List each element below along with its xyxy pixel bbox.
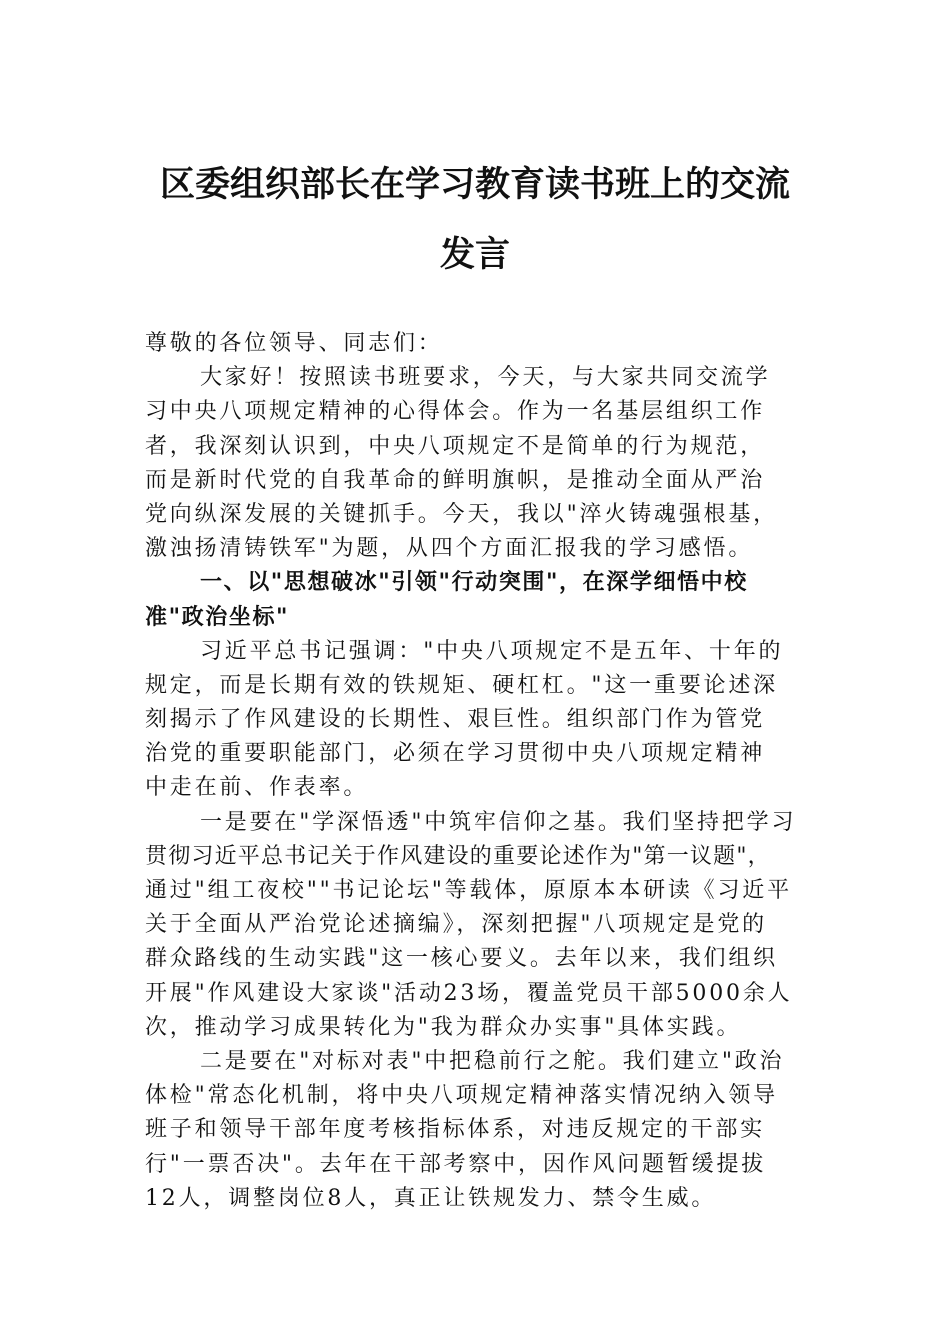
section-heading-line: 准"政治坐标"	[145, 604, 290, 630]
paragraph-line: 班子和领导干部年度考核指标体系，对违反规定的干部实	[145, 1117, 766, 1143]
paragraph-line: 贯彻习近平总书记关于作风建设的重要论述作为"第一议题"，	[145, 843, 771, 869]
paragraph-line: 治党的重要职能部门，必须在学习贯彻中央八项规定精神	[145, 741, 766, 767]
paragraph-line: 中走在前、作表率。	[145, 775, 369, 801]
paragraph-line: 次，推动学习成果转化为"我为群众办实事"具体实践。	[145, 1014, 742, 1040]
document-title-line-1: 区委组织部长在学习教育读书班上的交流	[159, 164, 790, 205]
paragraph-line: 一是要在"学深悟透"中筑牢信仰之基。我们坚持把学习	[200, 809, 797, 835]
paragraph-line: 二是要在"对标对表"中把稳前行之舵。我们建立"政治	[200, 1048, 785, 1074]
paragraph-line: 关于全面从严治党论述摘编》，深刻把握"八项规定是党的	[145, 912, 767, 938]
paragraph-line: 通过"组工夜校""书记论坛"等载体，原原本本研读《习近平	[145, 878, 792, 903]
section-heading-line: 一、以"思想破冰"引领"行动突围"，在深学细悟中校	[200, 570, 748, 596]
paragraph-line: 体检"常态化机制，将中央八项规定精神落实情况纳入领导	[145, 1083, 778, 1109]
paragraph-line: 激浊扬清铸铁军"为题，从四个方面汇报我的学习感悟。	[145, 536, 754, 562]
paragraph-line: 党向纵深发展的关键抓手。今天，我以"淬火铸魂强根基，	[145, 501, 778, 527]
paragraph-line: 习近平总书记强调："中央八项规定不是五年、十年的	[200, 638, 784, 664]
paragraph-line: 规定，而是长期有效的铁规矩、硬杠杠。"这一重要论述深	[145, 672, 778, 698]
salutation: 尊敬的各位领导、同志们：	[145, 331, 443, 356]
paragraph-line: 行"一票否决"。去年在干部考察中，因作风问题暂缓提拔	[145, 1151, 767, 1177]
paragraph-line: 而是新时代党的自我革命的鲜明旗帜，是推动全面从严治	[145, 467, 766, 493]
document-title-line-2: 发言	[439, 234, 510, 275]
paragraph-line: 群众路线的生动实践"这一核心要义。去年以来，我们组织	[145, 946, 778, 972]
paragraph-line: 者，我深刻认识到，中央八项规定不是简单的行为规范，	[145, 433, 766, 459]
paragraph-line: 刻揭示了作风建设的长期性、艰巨性。组织部门作为管党	[145, 707, 766, 733]
paragraph-line: 12人，调整岗位8人，真正让铁规发力、禁令生威。	[145, 1185, 717, 1211]
document-body	[145, 327, 805, 1216]
paragraph-line: 习中央八项规定精神的心得体会。作为一名基层组织工作	[145, 399, 766, 425]
paragraph-line: 大家好！按照读书班要求，今天，与大家共同交流学	[200, 365, 771, 391]
paragraph-line: 开展"作风建设大家谈"活动23场，覆盖党员干部5000余人	[145, 980, 793, 1006]
